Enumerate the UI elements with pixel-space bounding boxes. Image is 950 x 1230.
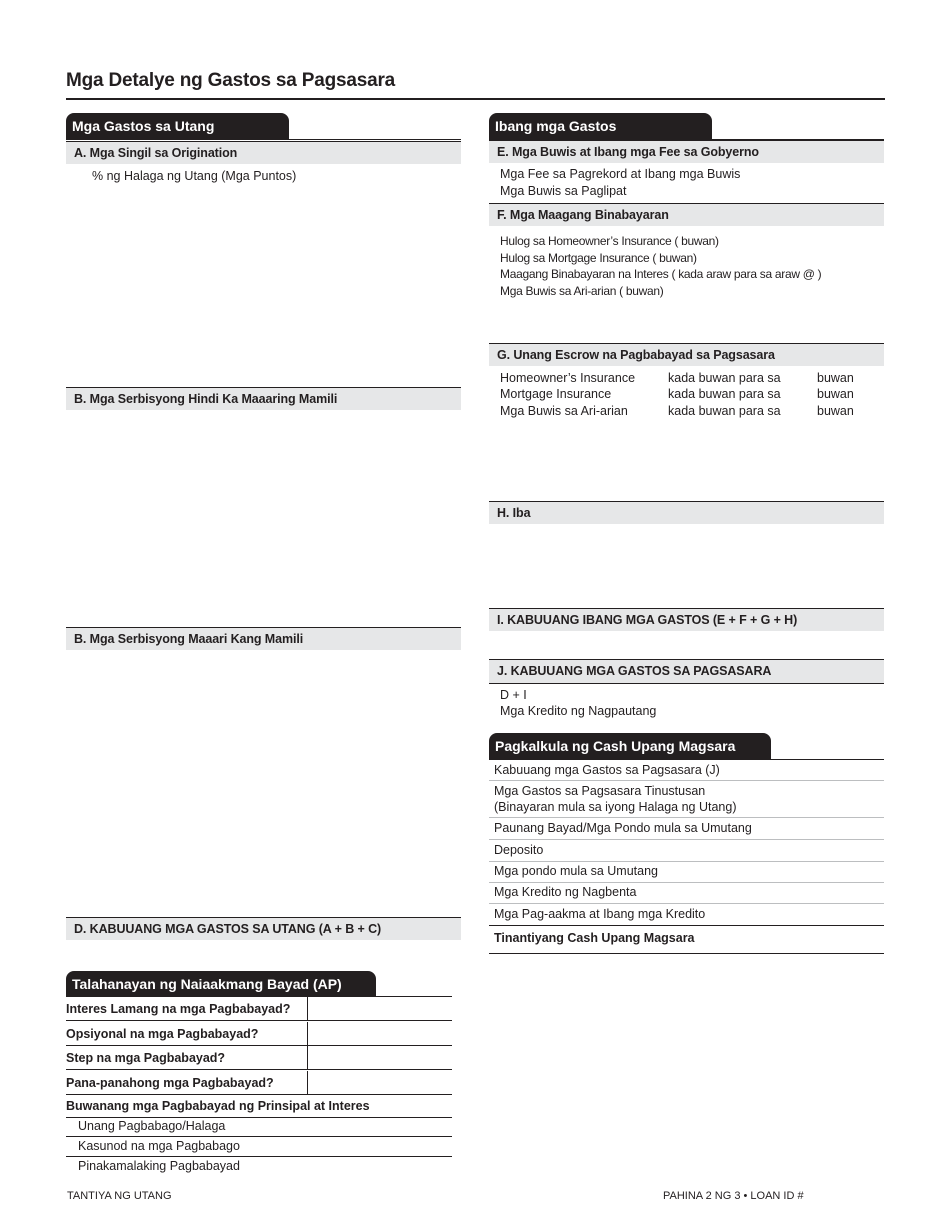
- ap-monthly-heading: Buwanang mga Pagbabayad ng Prinsipal at Interes: [66, 1095, 452, 1118]
- section-b1-heading: B. Mga Serbisyong Hindi Ka Maaaring Mamili: [66, 387, 461, 410]
- cash-row: Mga Kredito ng Nagbenta: [489, 883, 884, 904]
- ap-row-interest-only: [66, 997, 452, 1021]
- ap-row-value: [307, 997, 453, 1020]
- cash-row: Mga pondo mula sa Umutang: [489, 862, 884, 883]
- ap-row-value: [307, 1022, 453, 1045]
- ap-sub-row: Pinakamalaking Pagbabayad: [78, 1159, 240, 1173]
- points-line: % ng Halaga ng Utang (Mga Puntos): [92, 169, 297, 183]
- section-j-heading: J. KABUUANG MGA GASTOS SA PAGSASARA: [489, 659, 884, 684]
- ap-row-step: [66, 1046, 452, 1070]
- d-plus-i-line: D + I: [500, 688, 527, 702]
- section-b2-heading: B. Mga Serbisyong Maaari Kang Mamili: [66, 627, 461, 650]
- section-h-heading: H. Iba: [489, 501, 884, 524]
- title-rule: [66, 98, 885, 100]
- prepaid-line: Hulog sa Mortgage Insurance ( buwan): [500, 251, 697, 265]
- prepaid-line: Mga Buwis sa Ari-arian ( buwan): [500, 284, 664, 298]
- escrow-middle: kada buwan para sa: [668, 387, 781, 401]
- ap-sub-row: Unang Pagbabago/Halaga: [66, 1117, 452, 1137]
- ap-row-label: Interes Lamang na mga Pagbabayad?: [66, 1002, 291, 1016]
- ap-row-optional: [66, 1022, 452, 1046]
- cash-row: Mga Pag-aakma at Ibang mga Kredito: [489, 904, 884, 926]
- section-i-heading: I. KABUUANG IBANG MGA GASTOS (E + F + G + H): [489, 608, 884, 631]
- escrow-label: Mortgage Insurance: [500, 387, 612, 401]
- section-d-heading: D. KABUUANG MGA GASTOS SA UTANG (A + B + C): [66, 917, 461, 940]
- cash-row-financed: [489, 781, 884, 818]
- prepaid-line: Hulog sa Homeowner’s Insurance ( buwan): [500, 234, 719, 248]
- prepaid-line: Maagang Binabayaran na Interes ( kada araw para sa araw @ ): [500, 267, 822, 281]
- section-f-heading: F. Mga Maagang Binabayaran: [489, 203, 884, 226]
- footer-right: PAHINA 2 NG 3 • LOAN ID #: [663, 1190, 804, 1202]
- section-e-heading: E. Mga Buwis at Ibang mga Fee sa Gobyerno: [489, 140, 884, 163]
- ap-row-value: [307, 1046, 453, 1069]
- escrow-end: buwan: [817, 387, 854, 401]
- transfer-taxes-line: Mga Buwis sa Paglipat: [500, 184, 627, 198]
- section-g-heading: G. Unang Escrow na Pagbabayad sa Pagsasara: [489, 343, 884, 366]
- escrow-label: Mga Buwis sa Ari-arian: [500, 404, 628, 418]
- cash-row: Deposito: [489, 840, 884, 862]
- escrow-label: Homeowner’s Insurance: [500, 371, 636, 385]
- cash-row-line: (Binayaran mula sa iyong Halaga ng Utang): [494, 800, 737, 814]
- ap-row-label: Opsiyonal na mga Pagbabayad?: [66, 1027, 259, 1041]
- cash-row: Kabuuang mga Gastos sa Pagsasara (J): [489, 760, 884, 781]
- section-a-heading: A. Mga Singil sa Origination: [66, 141, 461, 164]
- page-title: Mga Detalye ng Gastos sa Pagsasara: [66, 70, 396, 91]
- cash-row: Paunang Bayad/Mga Pondo mula sa Umutang: [489, 818, 884, 840]
- tab-underline: [66, 139, 461, 140]
- recording-fees-line: Mga Fee sa Pagrekord at Ibang mga Buwis: [500, 167, 741, 181]
- escrow-middle: kada buwan para sa: [668, 404, 781, 418]
- tab-other-costs: Ibang mga Gastos: [489, 113, 712, 139]
- ap-sub-row: Kasunod na mga Pagbabago: [66, 1137, 452, 1157]
- ap-row-value: [307, 1071, 453, 1094]
- cash-row-line: Mga Gastos sa Pagsasara Tinustusan: [494, 784, 706, 798]
- tab-ap-table: Talahanayan ng Naiaakmang Bayad (AP): [66, 971, 376, 997]
- ap-row-label: Step na mga Pagbabayad?: [66, 1051, 226, 1065]
- ap-row-label: Pana-panahong mga Pagbabayad?: [66, 1076, 274, 1090]
- escrow-end: buwan: [817, 371, 854, 385]
- footer-left: TANTIYA NG UTANG: [67, 1190, 172, 1202]
- escrow-middle: kada buwan para sa: [668, 371, 781, 385]
- tab-cash-to-close: Pagkalkula ng Cash Upang Magsara: [489, 733, 771, 759]
- ap-row-seasonal: [66, 1071, 452, 1095]
- lender-credits-line: Mga Kredito ng Nagpautang: [500, 704, 657, 718]
- tab-loan-costs: Mga Gastos sa Utang: [66, 113, 289, 139]
- cash-to-close-total: Tinantiyang Cash Upang Magsara: [489, 926, 884, 954]
- escrow-end: buwan: [817, 404, 854, 418]
